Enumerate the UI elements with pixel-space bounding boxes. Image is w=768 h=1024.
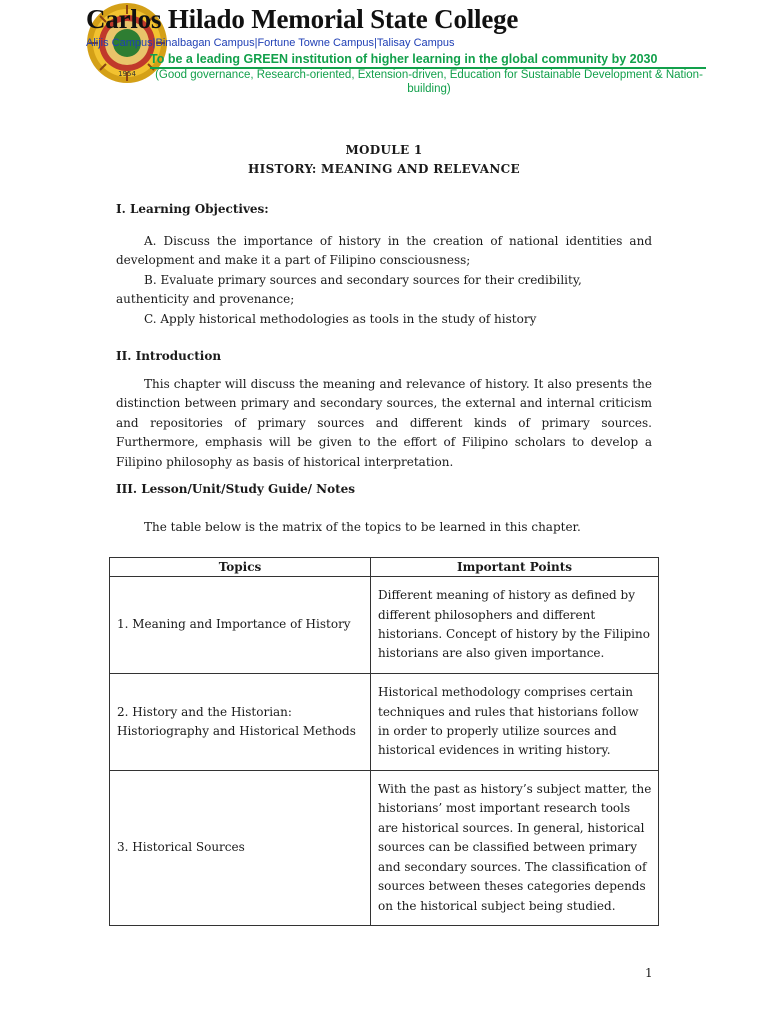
campus-list: Alijis Campus|Binalbagan Campus|Fortune Towne Campus|Talisay Campus (86, 37, 455, 49)
objective-c: C. Apply historical methodologies as tools in the study of history (144, 312, 537, 326)
campus-talisay: Talisay Campus (376, 37, 455, 49)
topic-cell: 3. Historical Sources (110, 771, 371, 926)
header-important-points: Important Points (371, 558, 659, 577)
vision-statement: To be a leading GREEN institution of higher learning in the global community by 2030 (150, 52, 658, 66)
seal-year: 1954 (118, 70, 136, 78)
introduction-paragraph: This chapter will discuss the meaning and relevance of history. It also presents the distinction between primary and secondary sources, the external and internal criticism and repositories of primary sources and different kinds of primary sources. Furthermore, emphasis will be given to the effort of Filipino scholars to develop a Filipino philosophy as basis of historical interpretation. (116, 377, 652, 469)
lesson-heading: III. Lesson/Unit/Study Guide/ Notes (116, 482, 356, 496)
points-cell: Historical methodology comprises certain techniques and rules that historians follow in order to properly utilize sources and historical evidences in writing history. (371, 674, 659, 771)
table-header-row (110, 558, 659, 577)
header-topics: Topics (110, 558, 371, 577)
objectives-heading: I. Learning Objectives: (116, 202, 269, 216)
introduction-heading: II. Introduction (116, 349, 222, 363)
topic-cell: 1. Meaning and Importance of History (110, 577, 371, 674)
campus-alijis: Alijis Campus (86, 37, 153, 49)
objective-a: A. Discuss the importance of history in the creation of national identities and development and make it a part of Filipino consciousness; (116, 234, 652, 268)
lesson-intro: The table below is the matrix of the topics to be learned in this chapter. (144, 520, 581, 534)
table-row (110, 577, 659, 674)
page-number: 1 (645, 966, 653, 980)
module-title: HISTORY: MEANING AND RELEVANCE (248, 162, 520, 176)
topics-table (109, 557, 659, 926)
campus-fortune-towne: Fortune Towne Campus (257, 37, 375, 49)
objective-b: B. Evaluate primary sources and secondary sources for their credibility, authenticity and provenance; (116, 273, 582, 307)
mission-statement: (Good governance, Research-oriented, Extension-driven, Education for Sustainable Development & Nation-building) (155, 69, 703, 95)
table-row (110, 674, 659, 771)
campus-binalbagan: Binalbagan Campus (155, 37, 255, 49)
college-name: Carlos Hilado Memorial State College (86, 4, 519, 34)
points-cell: With the past as history’s subject matter, the historians’ most important research tools are historical sources. In general, historical sources can be classified between primary and secondary sources. The classification of sources between theses categories depends on the historical subject being studied. (371, 771, 659, 926)
topic-cell: 2. History and the Historian: Historiography and Historical Methods (110, 674, 371, 771)
points-cell: Different meaning of history as defined by different philosophers and different historians. Concept of history by the Filipino historians are also given importance. (371, 577, 659, 674)
module-number: MODULE 1 (345, 143, 423, 157)
table-row (110, 771, 659, 926)
